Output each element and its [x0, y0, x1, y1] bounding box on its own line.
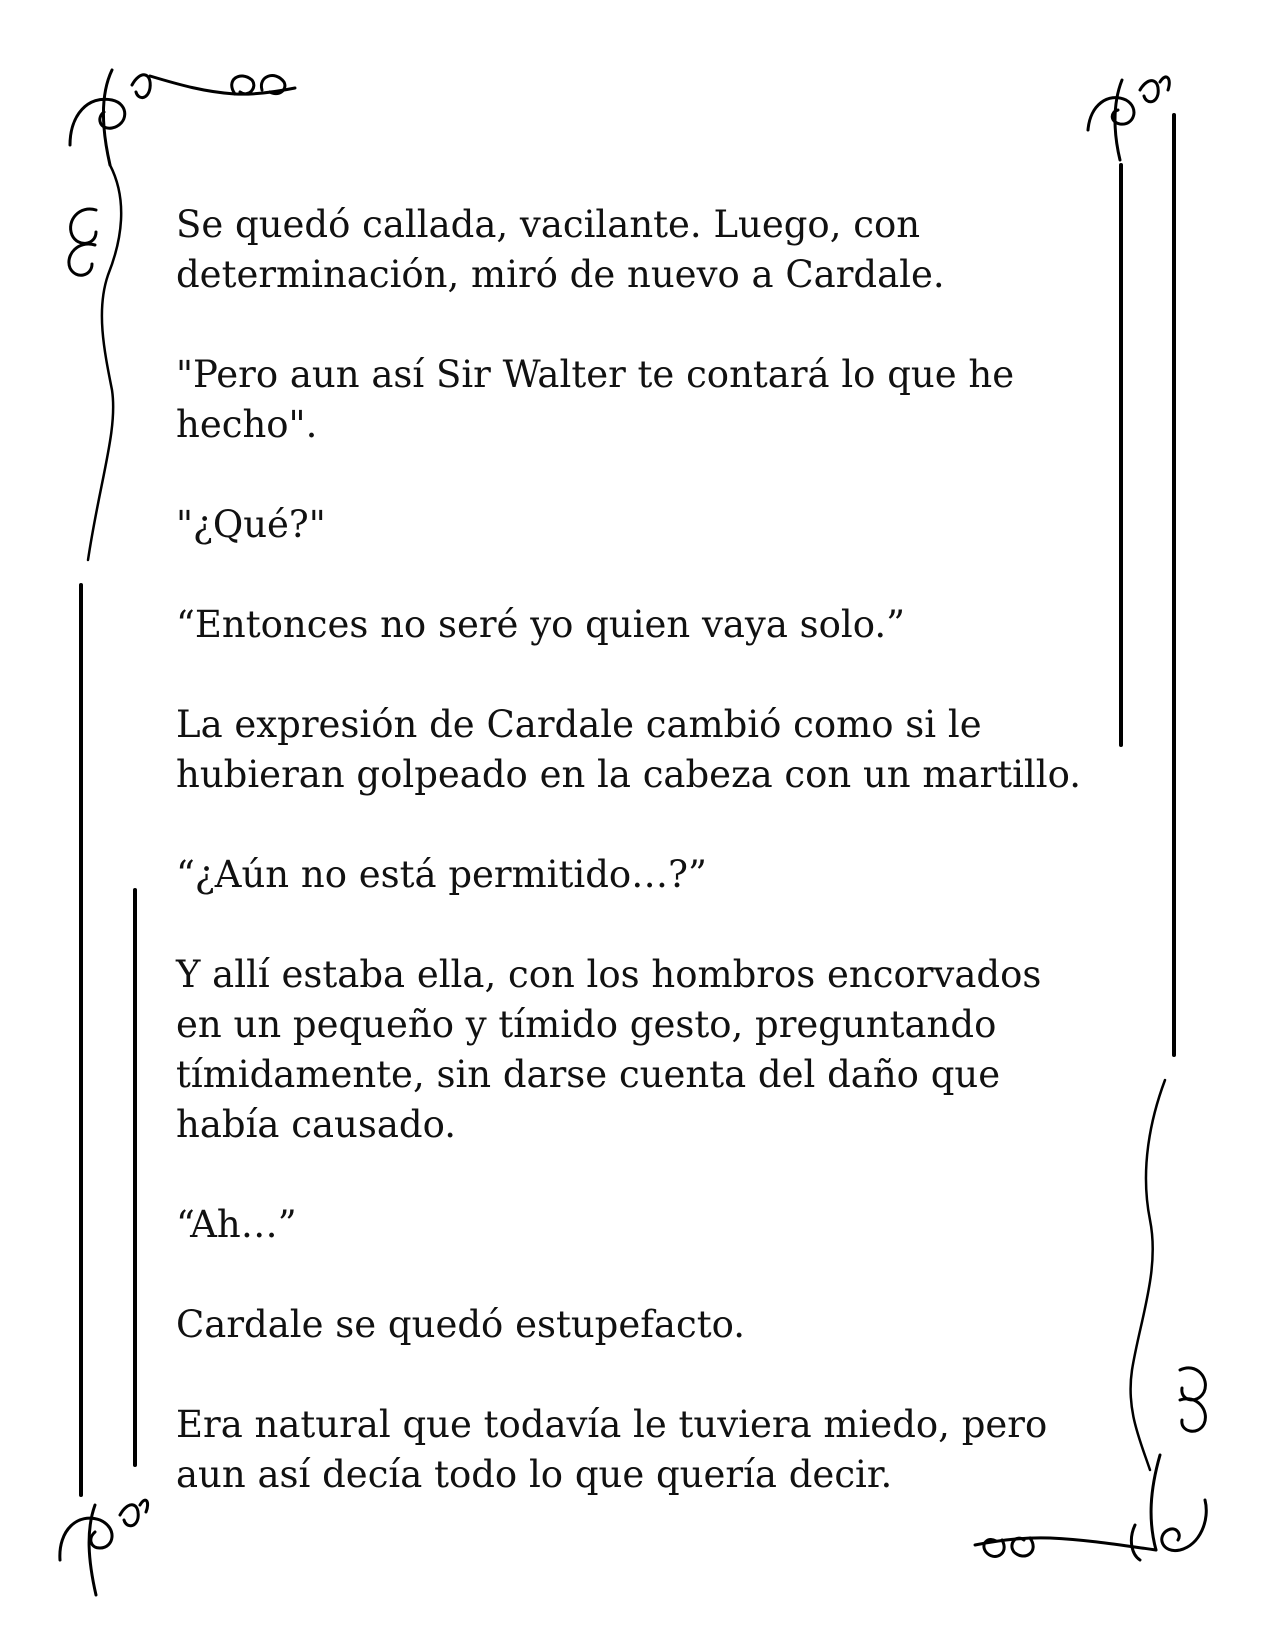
top-right-flourish-icon: [1088, 77, 1169, 160]
text-line: “Entonces no seré yo quien vaya solo.”: [176, 603, 906, 646]
text-line: determinación, miró de nuevo a Cardale.: [176, 253, 945, 296]
paragraph: [176, 500, 1096, 550]
text-line: "¿Qué?": [176, 503, 326, 546]
text-line: hecho".: [176, 403, 318, 446]
paragraph: [176, 600, 1096, 650]
text-line: La expresión de Cardale cambió como si le: [176, 703, 982, 746]
text-line: Se quedó callada, vacilante. Luego, con: [176, 203, 921, 246]
text-line: Cardale se quedó estupefacto.: [176, 1303, 745, 1346]
body-text: [176, 200, 1096, 1500]
text-line: “Ah…”: [176, 1203, 297, 1246]
text-line: “¿Aún no está permitido…?”: [176, 853, 707, 896]
paragraph: [176, 1200, 1096, 1250]
bottom-left-flourish-icon: [60, 1500, 148, 1595]
paragraph: [176, 850, 1096, 900]
paragraph: [176, 950, 1096, 1150]
paragraph: [176, 1300, 1096, 1350]
text-line: tímidamente, sin darse cuenta del daño que: [176, 1053, 1001, 1096]
text-line: Era natural que todavía le tuviera miedo, pero: [176, 1403, 1048, 1446]
text-line: en un pequeño y tímido gesto, preguntando: [176, 1003, 997, 1046]
text-line: había causado.: [176, 1103, 456, 1146]
text-line: aun así decía todo lo que quería decir.: [176, 1453, 893, 1496]
paragraph: [176, 200, 1096, 300]
text-line: Y allí estaba ella, con los hombros encorvados: [176, 953, 1042, 996]
text-line: hubieran golpeado en la cabeza con un martillo.: [176, 753, 1081, 796]
paragraph: [176, 1400, 1096, 1500]
text-line: "Pero aun así Sir Walter te contará lo que he: [176, 353, 1015, 396]
paragraph: [176, 700, 1096, 800]
paragraph: [176, 350, 1096, 450]
